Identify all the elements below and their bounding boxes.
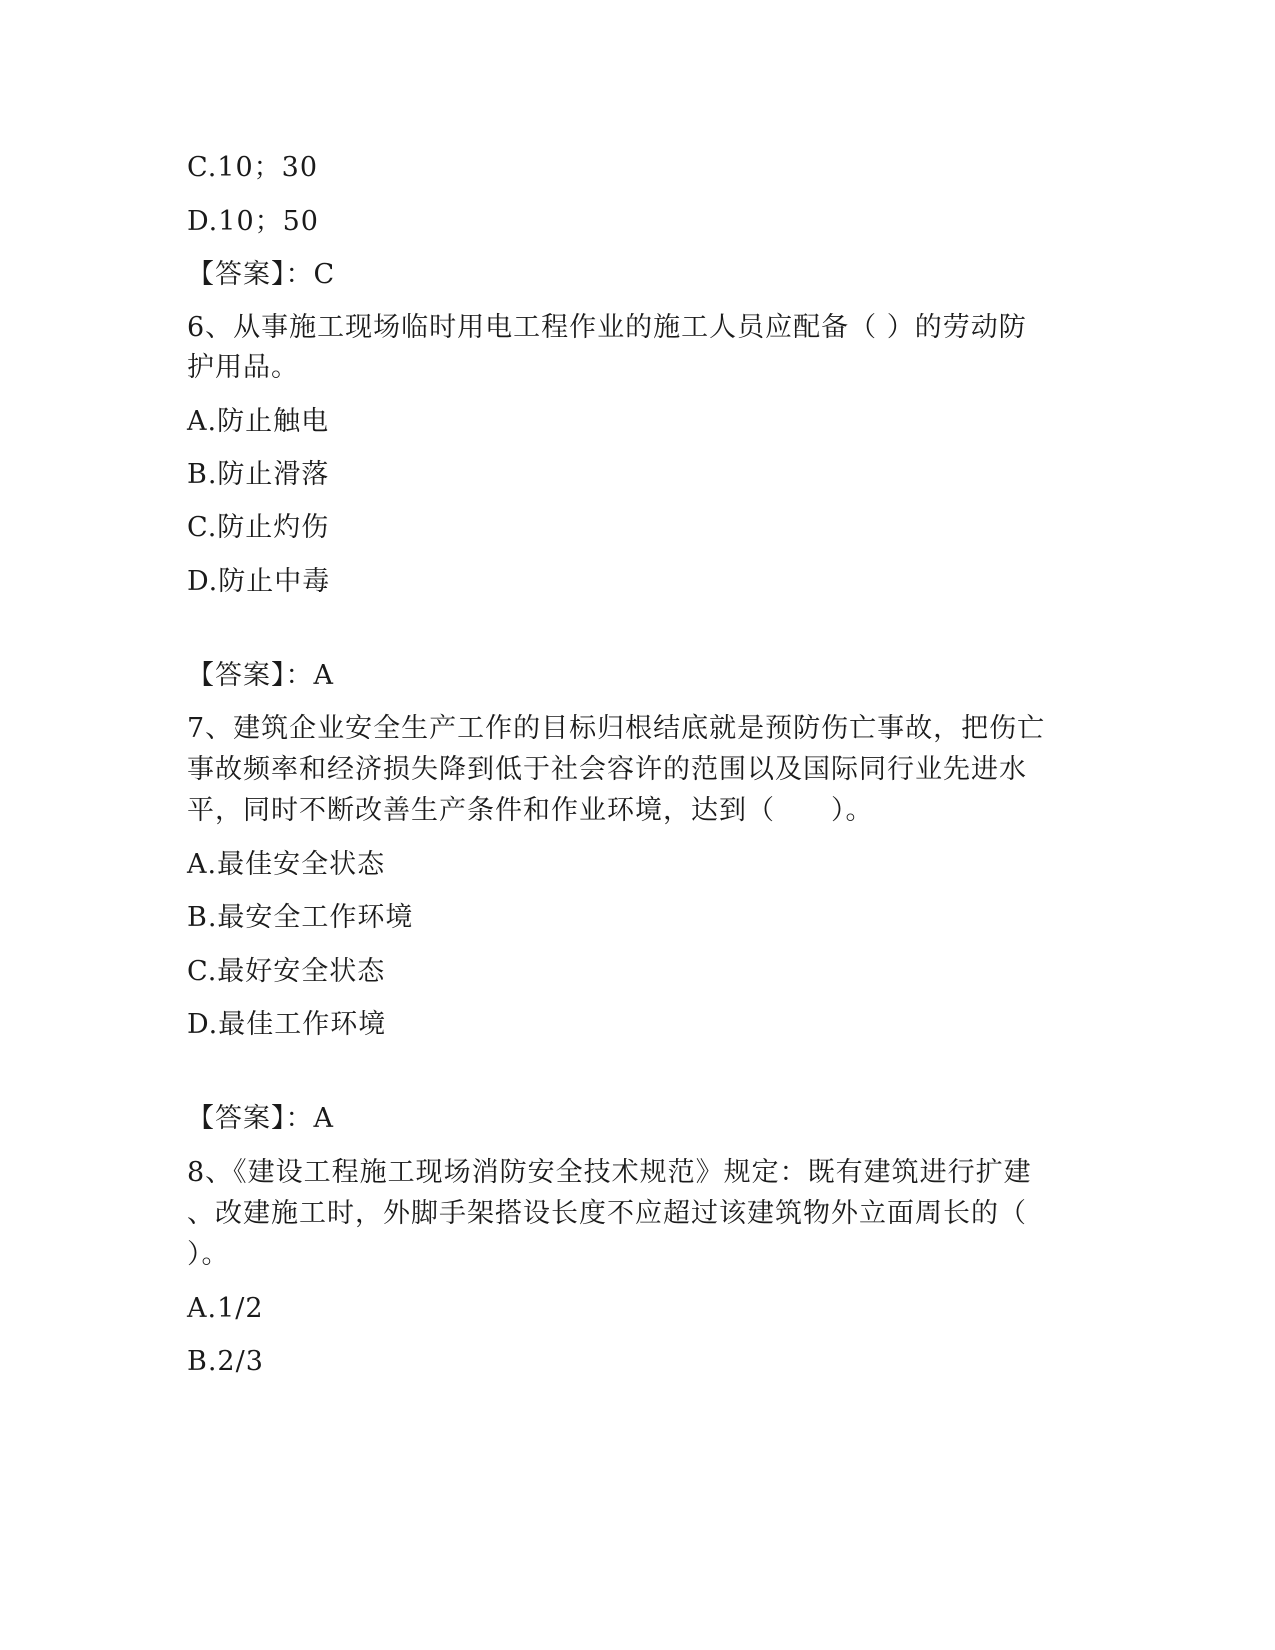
q6-option-a: A.防止触电: [187, 406, 330, 437]
q6-stem-line-2: 护用品。: [187, 352, 299, 383]
q5-option-c: C.10；30: [187, 152, 318, 183]
q7-stem-line-1: 7、建筑企业安全生产工作的目标归根结底就是预防伤亡事故，把伤亡: [187, 713, 1046, 744]
q6-option-c: C.防止灼伤: [187, 512, 330, 543]
q7-option-b: B.最安全工作环境: [187, 902, 414, 933]
q7-answer: 【答案】：A: [187, 1103, 334, 1134]
q8-stem-line-3: ）。: [187, 1239, 230, 1270]
q8-stem-line-2: 、改建施工时，外脚手架搭设长度不应超过该建筑物外立面周长的（: [187, 1198, 1027, 1229]
q6-answer: 【答案】：A: [187, 660, 334, 691]
q8-option-b: B.2/3: [187, 1346, 264, 1377]
q6-stem-line-1: 6、从事施工现场临时用电工程作业的施工人员应配备（ ）的劳动防: [187, 312, 1027, 343]
q7-option-c: C.最好安全状态: [187, 956, 386, 987]
q7-option-a: A.最佳安全状态: [187, 849, 386, 880]
q7-stem-line-3: 平，同时不断改善生产条件和作业环境，达到（ ）。: [187, 795, 874, 826]
q8-option-a: A.1/2: [187, 1293, 264, 1324]
q8-stem-line-1: 8、《建设工程施工现场消防安全技术规范》规定：既有建筑进行扩建: [187, 1157, 1032, 1188]
q7-stem-line-2: 事故频率和经济损失降到低于社会容许的范围以及国际同行业先进水: [187, 754, 1027, 785]
q5-option-d: D.10；50: [187, 206, 319, 237]
q5-answer: 【答案】：C: [187, 259, 336, 290]
q6-option-b: B.防止滑落: [187, 459, 330, 490]
q6-option-d: D.防止中毒: [187, 566, 331, 597]
q7-option-d: D.最佳工作环境: [187, 1009, 387, 1040]
